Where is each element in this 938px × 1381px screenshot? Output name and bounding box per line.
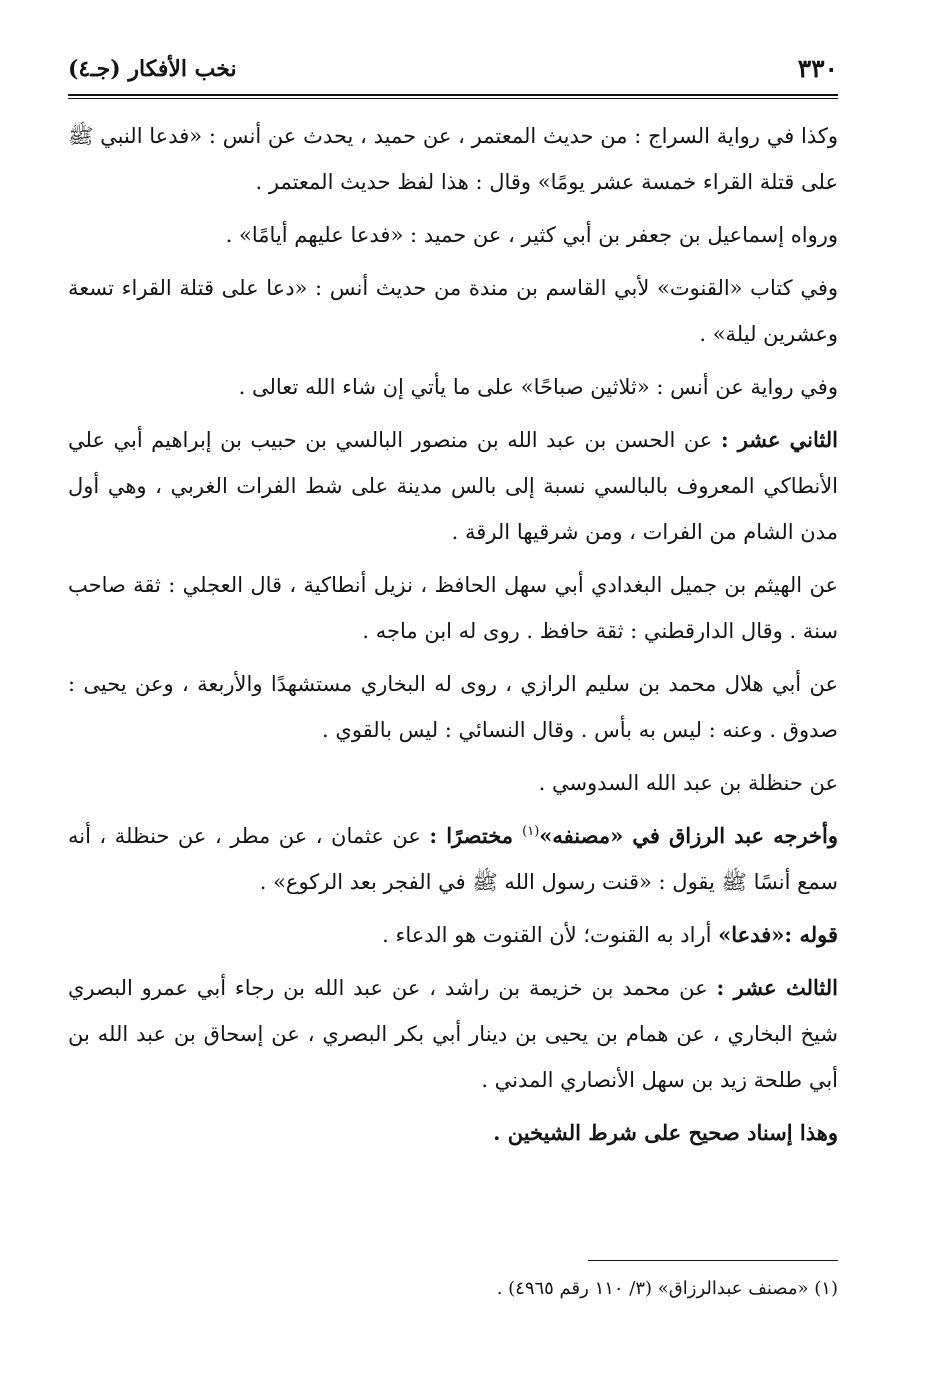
closing-statement: وهذا إسناد صحيح على شرط الشيخين . — [493, 1120, 838, 1145]
paragraph — [68, 113, 838, 205]
paragraph-qawluhu — [68, 912, 838, 958]
paragraph — [68, 661, 838, 753]
paragraph — [68, 212, 838, 258]
running-title: نخب الأفكار (جـ٤) — [68, 56, 237, 82]
paragraph-thalith — [68, 965, 838, 1103]
paragraph-text: عن حنظلة بن عبد الله السدوسي . — [538, 771, 838, 795]
paragraph-text: وفي رواية عن أنس : «ثلاثين صباحًا» على ما يأتي إن شاء الله تعالى . — [238, 375, 838, 399]
section-lead-2: مختصرًا : — [429, 823, 523, 848]
paragraph — [68, 265, 838, 357]
section-lead: الثاني عشر : — [720, 427, 838, 452]
header-divider — [68, 94, 838, 99]
section-lead: وأخرجه عبد الرزاق في «مصنفه» — [539, 823, 838, 848]
page-number: ٣٣٠ — [797, 54, 838, 83]
paragraph-text: وكذا في رواية السراج : من حديث المعتمر ، عن حميد ، يحدث عن أنس : «فدعا النبي ﷺ على قتلة القراء خمسة عشر يومًا» وقال : هذا لفظ حديث المعتمر . — [68, 124, 838, 194]
book-page — [68, 52, 839, 1299]
paragraph-text: وفي كتاب «القنوت» لأبي القاسم بن مندة من حديث أنس : «دعا على قتلة القراء تسعة وعشرين ليلة» . — [68, 276, 838, 346]
paragraph — [68, 562, 838, 654]
paragraph-text: ورواه إسماعيل بن جعفر بن أبي كثير ، عن حميد : «فدعا عليهم أيامًا» . — [225, 223, 838, 247]
paragraph-text: عن الحسن بن عبد الله بن منصور البالسي بن حبيب بن إبراهيم أبي علي الأنطاكي المعروف بالبالسي نسبة إلى بالس مدينة على شط الفرات الغربي ، وهي أول مدن الشام من الفرات ، ومن شرقيها الرقة . — [68, 428, 838, 544]
page-header — [68, 52, 838, 92]
footnote-divider — [588, 1260, 838, 1261]
section-lead: الثالث عشر : — [716, 975, 839, 1000]
footnote: (١) «مصنف عبدالرزاق» (٣/ ١١٠ رقم ٤٩٦٥) . — [496, 1278, 838, 1299]
paragraph — [68, 417, 838, 555]
paragraph-abdurrazzaq — [68, 813, 838, 905]
paragraph — [68, 760, 838, 806]
paragraph-text: أراد به القنوت؛ لأن القنوت هو الدعاء . — [382, 923, 719, 947]
paragraph-text: عن عثمان ، عن مطر ، عن حنظلة ، أنه سمع أنسًا ﷺ يقول : «قنت رسول الله ﷺ في الفجر بعد الركوع» . — [68, 824, 838, 894]
paragraph-text: عن محمد بن خزيمة بن راشد ، عن عبد الله بن رجاء أبي عمرو البصري شيخ البخاري ، عن همام بن يحيى بن دينار أبي بكر البصري ، عن إسحاق بن عبد الله بن أبي طلحة زيد بن سهل الأنصاري المدني . — [68, 976, 838, 1092]
section-lead: قوله :«فدعا» — [718, 922, 838, 947]
paragraph-text: عن الهيثم بن جميل البغدادي أبي سهل الحافظ ، نزيل أنطاكية ، قال العجلي : ثقة صاحب سنة . وقال الدارقطني : ثقة حافظ . روى له ابن ماجه . — [68, 573, 838, 643]
footnote-reference[interactable]: (١) — [522, 824, 540, 839]
paragraph-text: عن أبي هلال محمد بن سليم الرازي ، روى له البخاري مستشهدًا والأربعة ، وعن يحيى : صدوق . وعنه : ليس به بأس . وقال النسائي : ليس بالقوي . — [68, 672, 838, 742]
main-text — [68, 113, 838, 1156]
paragraph — [68, 364, 838, 410]
